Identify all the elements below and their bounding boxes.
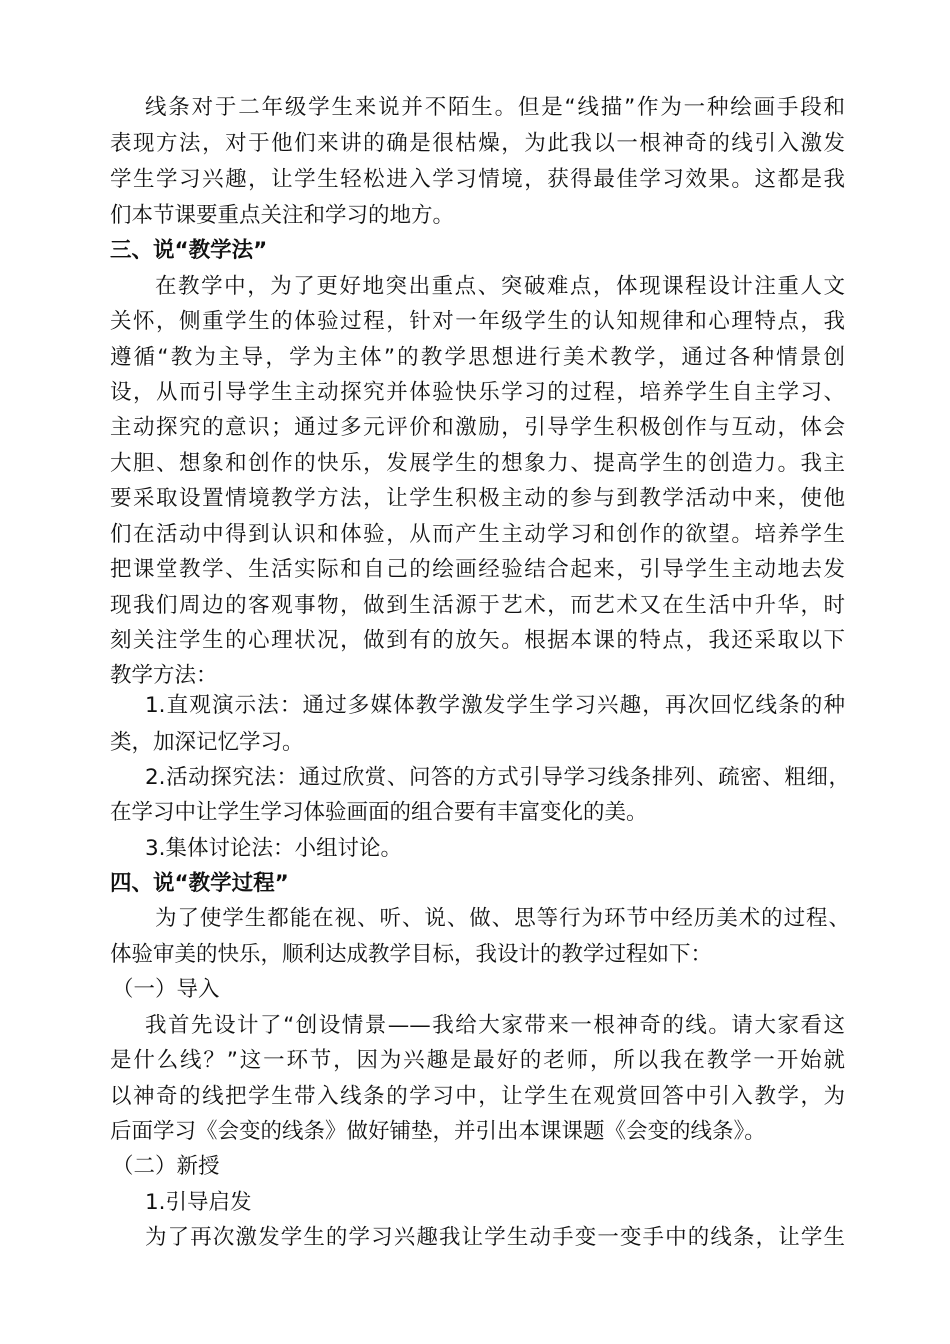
paragraph-line: 设，从而引导学生主动探究并体验快乐学习的过程，培养学生自主学习、 bbox=[110, 380, 845, 405]
paragraph-line: 学生学习兴趣，让学生轻松进入学习情境，获得最佳学习效果。这都是我 bbox=[110, 167, 845, 192]
paragraph-line: 大胆、想象和创作的快乐，发展学生的想象力、提高学生的创造力。我主 bbox=[110, 451, 845, 476]
paragraph-line: 后面学习《会变的线条》做好铺垫，并引出本课课题《会变的线条》。 bbox=[110, 1119, 766, 1144]
list-item: 1.引导启发 bbox=[145, 1190, 252, 1215]
paragraph-line: 体验审美的快乐，顺利达成教学目标，我设计的教学过程如下： bbox=[110, 942, 713, 967]
paragraph-line: 以神奇的线把学生带入线条的学习中，让学生在观赏回答中引入教学，为 bbox=[110, 1084, 845, 1109]
paragraph-line: 刻关注学生的心理状况，做到有的放矢。根据本课的特点，我还采取以下 bbox=[110, 628, 845, 653]
paragraph-line: 在教学中，为了更好地突出重点、突破难点，体现课程设计注重人文 bbox=[155, 274, 845, 299]
paragraph-line: 主动探究的意识；通过多元评价和激励，引导学生积极创作与互动，体会 bbox=[110, 415, 845, 440]
method-item: 1.直观演示法：通过多媒体教学激发学生学习兴趣，再次回忆线条的种 bbox=[145, 693, 845, 718]
paragraph-line: 线条对于二年级学生来说并不陌生。但是“线描”作为一种绘画手段和 bbox=[145, 95, 845, 120]
paragraph-line: 是什么线？”这一环节，因为兴趣是最好的老师，所以我在教学一开始就 bbox=[110, 1048, 845, 1073]
section-heading: 四、说“教学过程” bbox=[110, 871, 289, 896]
paragraph-line: 表现方法，对于他们来讲的确是很枯燥，为此我以一根神奇的线引入激发 bbox=[110, 131, 845, 156]
subsection-heading: （二）新授 bbox=[112, 1154, 220, 1179]
method-item: 3.集体讨论法：小组讨论。 bbox=[145, 836, 403, 861]
paragraph-line: 我首先设计了“创设情景——我给大家带来一根神奇的线。请大家看这 bbox=[145, 1013, 845, 1038]
paragraph-line: 教学方法： bbox=[110, 663, 218, 688]
paragraph-line: 为了再次激发学生的学习兴趣我让学生动手变一变手中的线条，让学生 bbox=[145, 1225, 845, 1250]
section-heading: 三、说“教学法” bbox=[110, 238, 268, 263]
paragraph-line: 现我们周边的客观事物，做到生活源于艺术，而艺术又在生活中升华，时 bbox=[110, 593, 845, 618]
method-item-cont: 类，加深记忆学习。 bbox=[110, 730, 304, 755]
paragraph-line: 们在活动中得到认识和体验，从而产生主动学习和创作的欲望。培养学生 bbox=[110, 522, 845, 547]
paragraph-line: 遵循“教为主导，学为主体”的教学思想进行美术教学，通过各种情景创 bbox=[110, 345, 845, 370]
method-item: 2.活动探究法：通过欣赏、问答的方式引导学习线条排列、疏密、粗细， bbox=[145, 765, 850, 790]
paragraph-line: 为了使学生都能在视、听、说、做、思等行为环节中经历美术的过程、 bbox=[155, 906, 850, 931]
paragraph-line: 们本节课要重点关注和学习的地方。 bbox=[110, 203, 455, 228]
paragraph-line: 要采取设置情境教学方法，让学生积极主动的参与到教学活动中来，使他 bbox=[110, 486, 845, 511]
paragraph-line: 把课堂教学、生活实际和自己的绘画经验结合起来，引导学生主动地去发 bbox=[110, 557, 845, 582]
method-item-cont: 在学习中让学生学习体验画面的组合要有丰富变化的美。 bbox=[110, 800, 648, 825]
subsection-heading: （一）导入 bbox=[112, 977, 220, 1002]
paragraph-line: 关怀，侧重学生的体验过程，针对一年级学生的认知规律和心理特点，我 bbox=[110, 309, 845, 334]
